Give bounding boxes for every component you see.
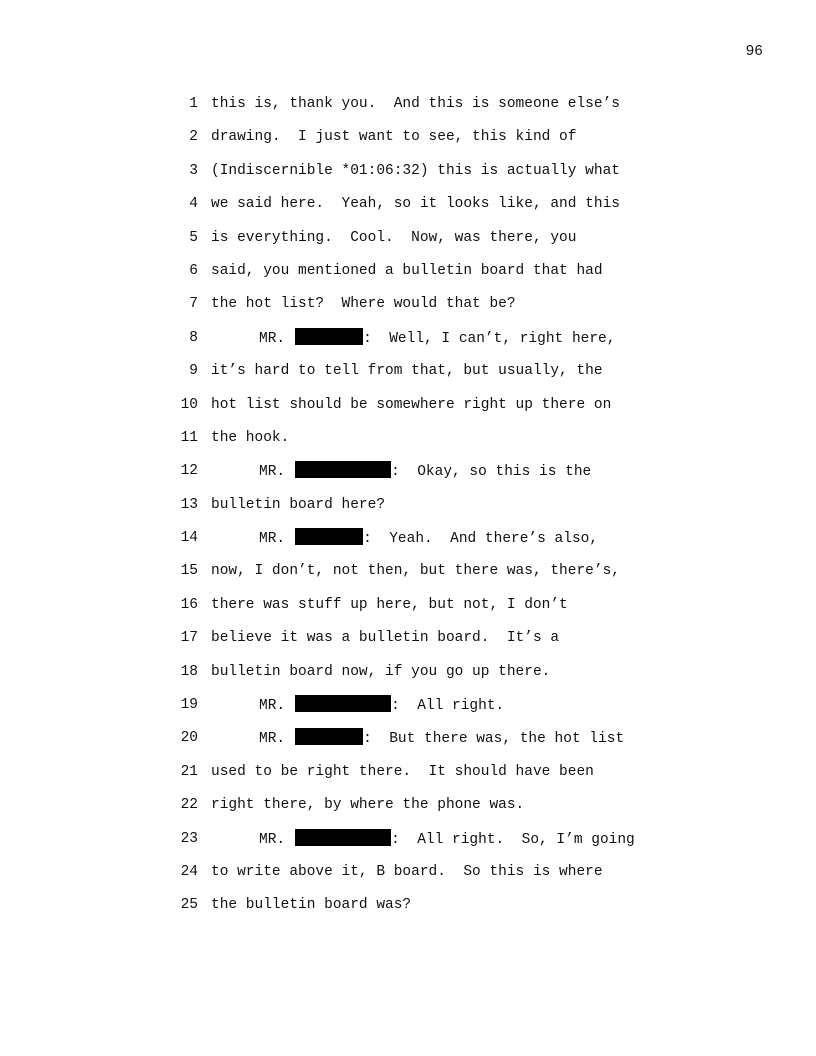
line-number: 12 xyxy=(180,463,198,480)
transcript-body xyxy=(0,94,816,929)
line-text xyxy=(211,194,620,214)
line-number: 7 xyxy=(189,296,198,313)
redaction-block xyxy=(295,829,391,846)
line-text xyxy=(211,528,598,549)
redaction-block xyxy=(295,695,391,712)
line-text xyxy=(211,728,624,749)
redaction-block xyxy=(295,328,363,345)
line-number: 17 xyxy=(180,630,198,647)
transcript-line xyxy=(0,662,816,695)
line-text xyxy=(211,695,504,716)
speaker-label: MR. xyxy=(259,731,286,748)
speaker-label: MR. xyxy=(259,464,286,481)
speech-text: believe it was a bulletin board. It’s a xyxy=(211,630,560,647)
line-text xyxy=(211,261,603,281)
speech-text: this is, thank you. And this is someone else’s xyxy=(211,96,620,112)
transcript-line xyxy=(0,94,816,127)
line-number: 3 xyxy=(189,162,198,179)
line-number: 8 xyxy=(189,329,198,346)
line-text xyxy=(211,628,559,648)
line-text xyxy=(211,294,516,314)
transcript-line xyxy=(0,895,816,928)
line-text xyxy=(211,829,635,850)
speech-text: : But there was, the hot list xyxy=(363,731,625,748)
transcript-line xyxy=(0,762,816,795)
speech-text: there was stuff up here, but not, I don’t xyxy=(211,596,568,613)
transcript-line xyxy=(0,695,816,728)
line-number: 25 xyxy=(180,897,198,914)
line-text xyxy=(211,895,411,915)
line-text xyxy=(211,495,385,515)
line-number: 24 xyxy=(180,863,198,880)
speech-text: is everything. Cool. Now, was there, you xyxy=(211,229,577,246)
line-number: 10 xyxy=(180,396,198,413)
line-number: 14 xyxy=(180,530,198,547)
speaker-label: MR. xyxy=(259,831,286,848)
speech-text: used to be right there. It should have been xyxy=(211,763,594,780)
transcript-line xyxy=(0,528,816,561)
speech-text: drawing. I just want to see, this kind of xyxy=(211,129,577,146)
speech-text: : Okay, so this is the xyxy=(391,464,592,481)
speech-text: now, I don’t, not then, but there was, there’s, xyxy=(211,563,620,580)
line-text xyxy=(211,762,594,782)
line-text xyxy=(211,161,620,181)
transcript-line xyxy=(0,194,816,227)
speech-text: : Yeah. And there’s also, xyxy=(363,531,599,548)
line-number: 6 xyxy=(189,262,198,279)
speech-text: : All right. xyxy=(391,698,505,715)
line-number: 1 xyxy=(189,96,198,112)
line-number: 23 xyxy=(180,830,198,847)
speech-text: the hot list? Where would that be? xyxy=(211,296,516,313)
speaker-label: MR. xyxy=(259,698,286,715)
transcript-line xyxy=(0,228,816,261)
line-number: 19 xyxy=(180,697,198,714)
line-text xyxy=(211,395,611,415)
line-number: 2 xyxy=(189,129,198,146)
transcript-line xyxy=(0,127,816,160)
line-text xyxy=(211,94,620,114)
line-text xyxy=(211,662,550,682)
line-text xyxy=(211,228,576,248)
line-number: 4 xyxy=(189,196,198,213)
line-number: 11 xyxy=(180,429,198,446)
line-text xyxy=(211,127,576,147)
transcript-line xyxy=(0,628,816,661)
line-number: 22 xyxy=(180,797,198,814)
speech-text: the bulletin board was? xyxy=(211,897,412,914)
speech-text: (Indiscernible *01:06:32) this is actually what xyxy=(211,162,620,179)
redaction-block xyxy=(295,528,363,545)
speech-text: the hook. xyxy=(211,429,290,446)
transcript-line xyxy=(0,829,816,862)
redaction-block xyxy=(295,461,391,478)
speech-text: bulletin board now, if you go up there. xyxy=(211,663,551,680)
line-text xyxy=(211,561,620,581)
line-text xyxy=(211,595,568,615)
redaction-block xyxy=(295,728,363,745)
transcript-line xyxy=(0,261,816,294)
line-number: 20 xyxy=(180,730,198,747)
transcript-line xyxy=(0,361,816,394)
transcript-line xyxy=(0,461,816,494)
speech-text: right there, by where the phone was. xyxy=(211,797,525,814)
line-number: 13 xyxy=(180,496,198,513)
line-number: 21 xyxy=(180,763,198,780)
transcript-line xyxy=(0,428,816,461)
line-text xyxy=(211,361,603,381)
line-text xyxy=(211,328,615,349)
line-text xyxy=(211,795,524,815)
speech-text: : All right. So, I’m going xyxy=(391,831,635,848)
speech-text: we said here. Yeah, so it looks like, and this xyxy=(211,196,620,213)
transcript-line xyxy=(0,395,816,428)
line-number: 18 xyxy=(180,663,198,680)
transcript-line xyxy=(0,795,816,828)
line-number: 15 xyxy=(180,563,198,580)
page-number: 96 xyxy=(745,44,763,60)
transcript-line xyxy=(0,561,816,594)
transcript-line xyxy=(0,328,816,361)
line-number: 9 xyxy=(189,363,198,380)
transcript-line xyxy=(0,161,816,194)
speech-text: : Well, I can’t, right here, xyxy=(363,330,616,347)
line-text xyxy=(211,461,591,482)
speaker-label: MR. xyxy=(259,330,286,347)
speech-text: it’s hard to tell from that, but usually, the xyxy=(211,363,603,380)
transcript-line xyxy=(0,862,816,895)
line-text xyxy=(211,428,289,448)
line-number: 5 xyxy=(189,229,198,246)
speech-text: said, you mentioned a bulletin board that had xyxy=(211,262,603,279)
speech-text: bulletin board here? xyxy=(211,496,386,513)
speech-text: hot list should be somewhere right up there on xyxy=(211,396,612,413)
transcript-line xyxy=(0,595,816,628)
line-text xyxy=(211,862,603,882)
transcript-line xyxy=(0,294,816,327)
transcript-line xyxy=(0,728,816,761)
transcript-line xyxy=(0,495,816,528)
line-number: 16 xyxy=(180,596,198,613)
speech-text: to write above it, B board. So this is where xyxy=(211,863,603,880)
speaker-label: MR. xyxy=(259,531,286,548)
